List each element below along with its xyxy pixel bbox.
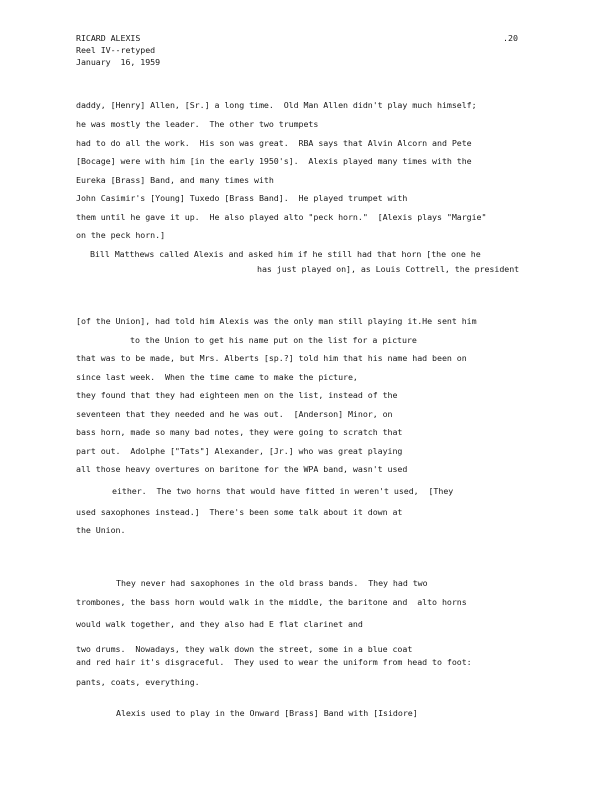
text-line: part out. Adolphe ["Tats"] Alexander, [Jr.] who was great playing [76,446,403,456]
text-line: They never had saxophones in the old brass bands. They had two [116,578,428,588]
text-line: the Union. [76,525,126,535]
text-line: they found that they had eighteen men on the list, instead of the [76,390,398,400]
text-line: used saxophones instead.] There's been some talk about it down at [76,507,403,517]
text-line: Eureka [Brass] Band, and many times with [76,175,274,185]
text-line: bass horn, made so many bad notes, they were going to scratch that [76,427,403,437]
text-line: and red hair it's disgraceful. They used to wear the uniform from head to foot: [76,657,472,667]
text-line: trombones, the bass horn would walk in the middle, the baritone and alto horns [76,597,467,607]
text-line: would walk together, and they also had E flat clarinet and [76,619,363,629]
text-line: seventeen that they needed and he was out. [Anderson] Minor, on [76,409,393,419]
text-line: has just played on], as Louis Cottrell, the president [257,264,520,274]
header-reel: Reel IV--retyped [76,45,156,55]
text-line: [Bocage] were with him [in the early 1950's]. Alexis played many times with the [76,156,472,166]
text-line: either. The two horns that would have fitted in weren't used, [They [112,486,454,496]
header-name: RICARD ALEXIS [76,33,141,43]
text-line: he was mostly the leader. The other two trumpets [76,119,319,129]
text-line: since last week. When the time came to make the picture, [76,372,358,382]
text-line: [of the Union], had told him Alexis was the only man still playing it.He sent him [76,316,477,326]
text-line: pants, coats, everything. [76,677,200,687]
text-line: on the peck horn.] [76,230,166,240]
text-line: that was to be made, but Mrs. Alberts [sp.?] told him that his name had been on [76,353,467,363]
text-line: John Casimir's [Young] Tuxedo [Brass Band]. He played trumpet with [76,193,408,203]
page-number: .20 [503,33,518,43]
header-date: January 16, 1959 [76,57,161,67]
text-line: them until he gave it up. He also played alto "peck horn." [Alexis plays "Margie" [76,212,487,222]
text-line: Alexis used to play in the Onward [Brass] Band with [Isidore] [116,708,418,718]
text-line: all those heavy overtures on baritone for the WPA band, wasn't used [76,464,408,474]
text-line: daddy, [Henry] Allen, [Sr.] a long time. Old Man Allen didn't play much himself; [76,100,477,110]
text-line: to the Union to get his name put on the list for a picture [130,335,417,345]
text-line: Bill Matthews called Alexis and asked him if he still had that horn [the one he [90,249,481,259]
text-line: had to do all the work. His son was great. RBA says that Alvin Alcorn and Pete [76,138,472,148]
text-line: two drums. Nowadays, they walk down the street, some in a blue coat [76,644,413,654]
